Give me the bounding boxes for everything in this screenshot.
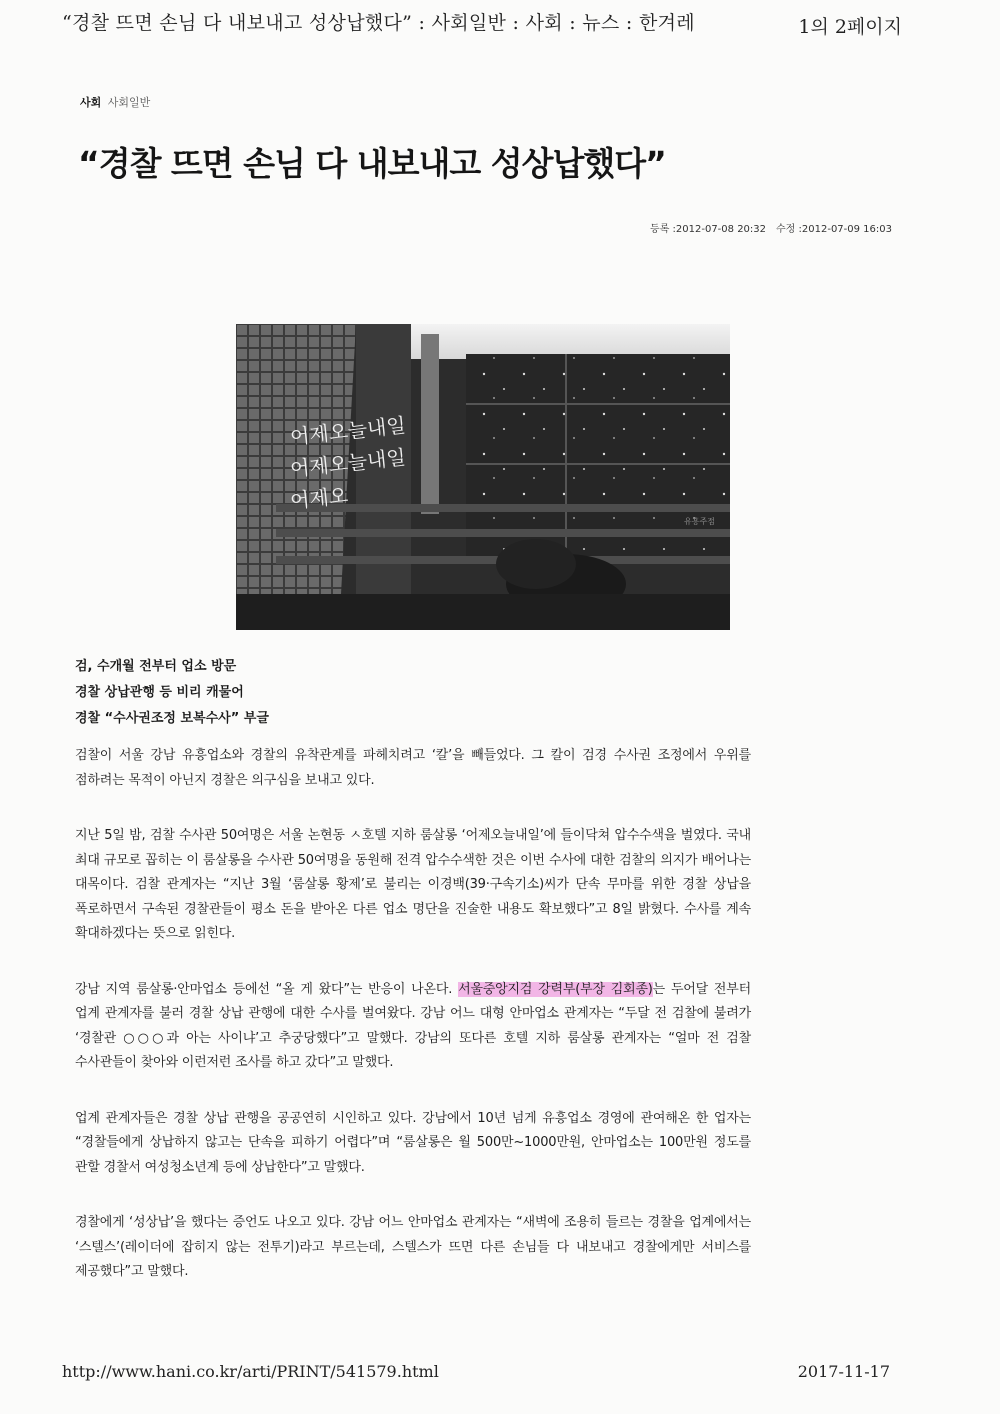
- paragraph: 경찰에게 ‘성상납’을 했다는 증언도 나오고 있다. 강남 어느 안마업소 관계자는 “새벽에 조용히 들르는 경찰을 업계에서는 ‘스텔스’(레이더에 잡히지 않는 전투기)라고 부르는데, 스텔스가 뜨면 다른 손님들 다 내보내고 경찰에게만 서비스를 제공했다”고 말했다.: [75, 1215, 751, 1279]
- paragraph: 검찰이 서울 강남 유흥업소와 경찰의 유착관계를 파헤치려고 ‘칼’을 빼들었다. 그 칼이 검경 수사권 조정에서 우위를 점하려는 목적이 아닌지 경찰은 의구심을 보내고 있다.: [75, 748, 751, 788]
- subhead: 검, 수개월 전부터 업소 방문: [75, 659, 237, 674]
- photo-watermark: 유흥주점: [684, 517, 715, 526]
- paragraph: [75, 978, 751, 1076]
- page-indicator: 1의 2페이지: [798, 16, 902, 38]
- print-url: http://www.hani.co.kr/arti/PRINT/541579.html: [62, 1362, 439, 1381]
- article-photo: [236, 324, 730, 630]
- sign-line-2: 어제오늘내일: [289, 444, 407, 481]
- print-date: 2017-11-17: [797, 1362, 890, 1381]
- print-header: [62, 8, 942, 40]
- modified-date: 수정 :2012-07-09 16:03: [776, 224, 892, 235]
- section-link[interactable]: 사회: [80, 96, 102, 109]
- registered-date: 등록 :2012-07-08 20:32: [650, 224, 767, 235]
- article-headline: “경찰 뜨면 손님 다 내보내고 성상납했다”: [78, 144, 666, 183]
- sign-line-3: 어제오: [289, 483, 350, 513]
- highlighted-text: 서울중앙지검 강력부(부장 김회종): [458, 981, 653, 997]
- subhead: 경찰 상납관행 등 비리 캐물어: [75, 685, 244, 700]
- subhead: 경찰 “수사권조정 보복수사” 부글: [75, 711, 269, 726]
- section-breadcrumb: [80, 94, 150, 110]
- paragraph: 지난 5일 밤, 검찰 수사관 50여명은 서울 논현동 ㅅ호텔 지하 룸살롱 ‘어제오늘내일’에 들이닥쳐 압수수색을 벌였다. 국내 최대 규모로 꼽히는 이 룸살롱을 수사관 50여명을 동원해 전격 압수수색한 것은 이번 수사에 대한 검찰의 의지가 배어나는 대목이다. 검찰 관계자는 “지난 3월 ‘룸살롱 황제’로 불리는 이경백(39·구속기소)씨가 단속 무마를 위한 경찰 상납을 폭로하면서 구속된 경찰관들이 평소 돈을 받아온 다른 업소 명단을 진술한 내용도 확보했다”고 8일 밝혔다. 수사를 계속 확대하겠다는 뜻으로 읽힌다.: [75, 828, 751, 941]
- paragraph-text: 강남 지역 룸살롱·안마업소 등에선 “올 게 왔다”는 반응이 나온다.: [75, 981, 459, 997]
- sign-line-1: 어제오늘내일: [289, 412, 407, 449]
- print-title: “경찰 뜨면 손님 다 내보내고 성상납했다” : 사회일반 : 사회 : 뉴스 : 한겨레: [62, 12, 695, 34]
- paragraph-text: 는 두어달 전부터 업계 관계자를 불러 경찰 상납 관행에 대한 수사를 벌여왔다. 강남 어느 대형 안마업소 관계자는 “두달 전 검찰에 불려가 ‘경찰관 ○○○과 아는 사이냐’고 추궁당했다”고 말했다. 강남의 또다른 호텔 지하 룸살롱 관계자는 “얼마 전 검찰 수사관들이 찾아와 이런저런 조사를 하고 갔다”고 말했다.: [75, 981, 751, 1070]
- article-body: [75, 744, 751, 1316]
- paragraph: 업계 관계자들은 경찰 상납 관행을 공공연히 시인하고 있다. 강남에서 10년 넘게 유흥업소 경영에 관여해온 한 업자는 “경찰들에게 상납하지 않고는 단속을 피하기 어렵다”며 “룸살롱은 월 500만~1000만원, 안마업소는 100만원 정도를 관할 경찰서 여성청소년계 등에 상납한다”고 말했다.: [75, 1110, 751, 1175]
- subsection-link[interactable]: 사회일반: [107, 96, 151, 109]
- article-subheads: [75, 654, 269, 732]
- article-dates: [650, 220, 892, 235]
